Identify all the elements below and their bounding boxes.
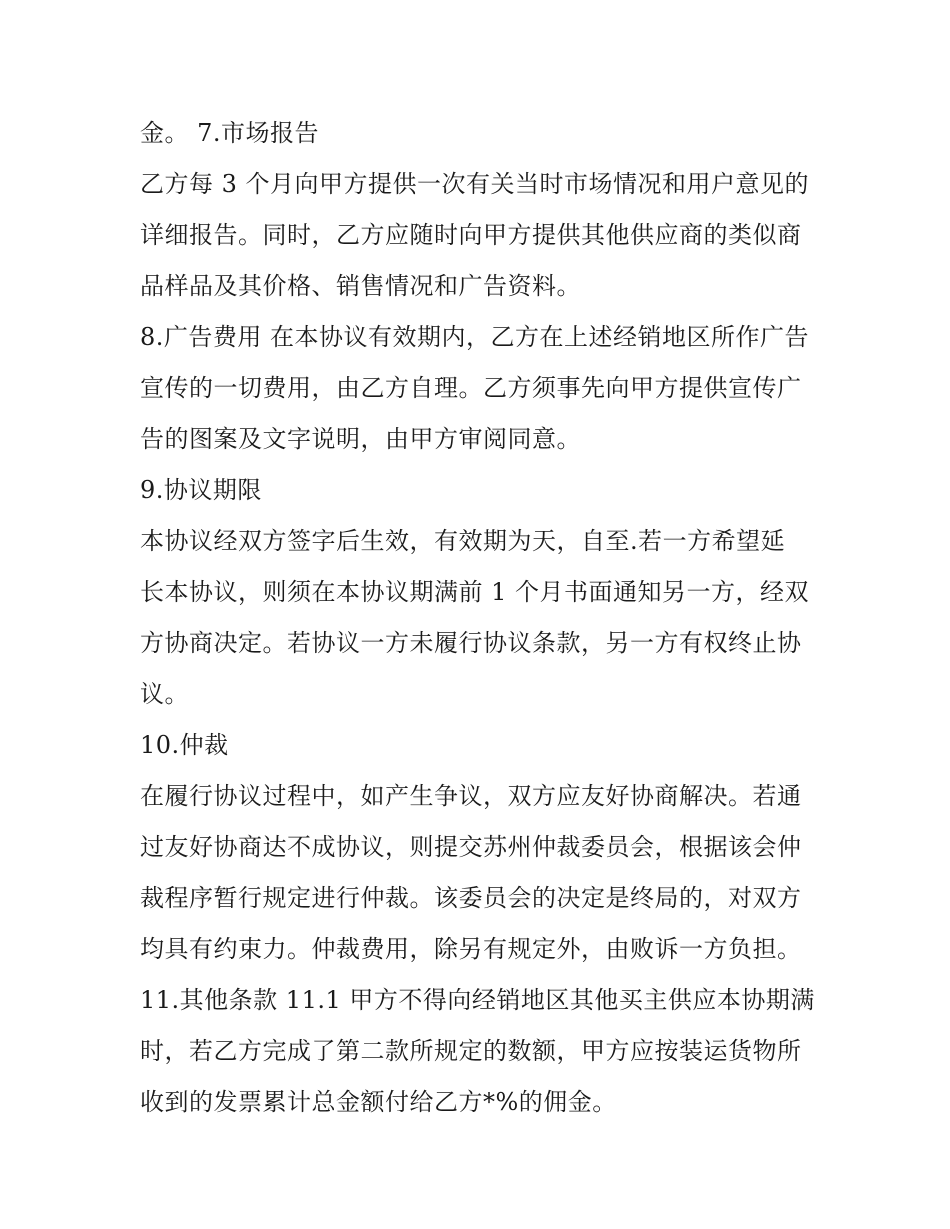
text-line: 时，若乙方完成了第二款所规定的数额，甲方应按装运货物所 [140,1037,802,1065]
text-line: 金。 7.市场报告 [140,119,320,147]
text-line: 9.协议期限 [140,476,262,504]
text-line: 乙方每 3 个月向甲方提供一次有关当时市场情况和用户意见的 [140,170,810,198]
text-line: 宣传的一切费用，由乙方自理。乙方须事先向甲方提供宣传广 [140,374,802,402]
text-line: 长本协议，则须在本协议期满前 1 个月书面通知另一方，经双 [140,578,810,606]
text-line: 详细报告。同时，乙方应随时向甲方提供其他供应商的类似商 [140,221,802,249]
text-line: 在履行协议过程中，如产生争议，双方应友好协商解决。若通 [140,782,802,810]
text-line: 裁程序暂行规定进行仲裁。该委员会的决定是终局的，对双方 [140,884,802,912]
text-line: 8.广告费用 在本协议有效期内，乙方在上述经销地区所作广告 [140,323,810,351]
text-line: 本协议经双方签字后生效，有效期为天，自至.若一方希望延 [140,527,786,555]
text-line: 均具有约束力。仲裁费用，除另有规定外，由败诉一方负担。 [140,935,802,963]
text-line: 11.其他条款 11.1 甲方不得向经销地区其他买主供应本协期满 [140,986,815,1014]
text-line: 收到的发票累计总金额付给乙方*%的佣金。 [140,1088,617,1116]
text-line: 方协商决定。若协议一方未履行协议条款，另一方有权终止协 [140,629,802,657]
text-line: 10.仲裁 [140,731,229,759]
text-line: 品样品及其价格、销售情况和广告资料。 [140,272,581,300]
text-line: 过友好协商达不成协议，则提交苏州仲裁委员会，根据该会仲 [140,833,802,861]
text-line: 告的图案及文字说明，由甲方审阅同意。 [140,425,581,453]
text-line: 议。 [140,680,189,708]
document-body [140,108,830,1128]
